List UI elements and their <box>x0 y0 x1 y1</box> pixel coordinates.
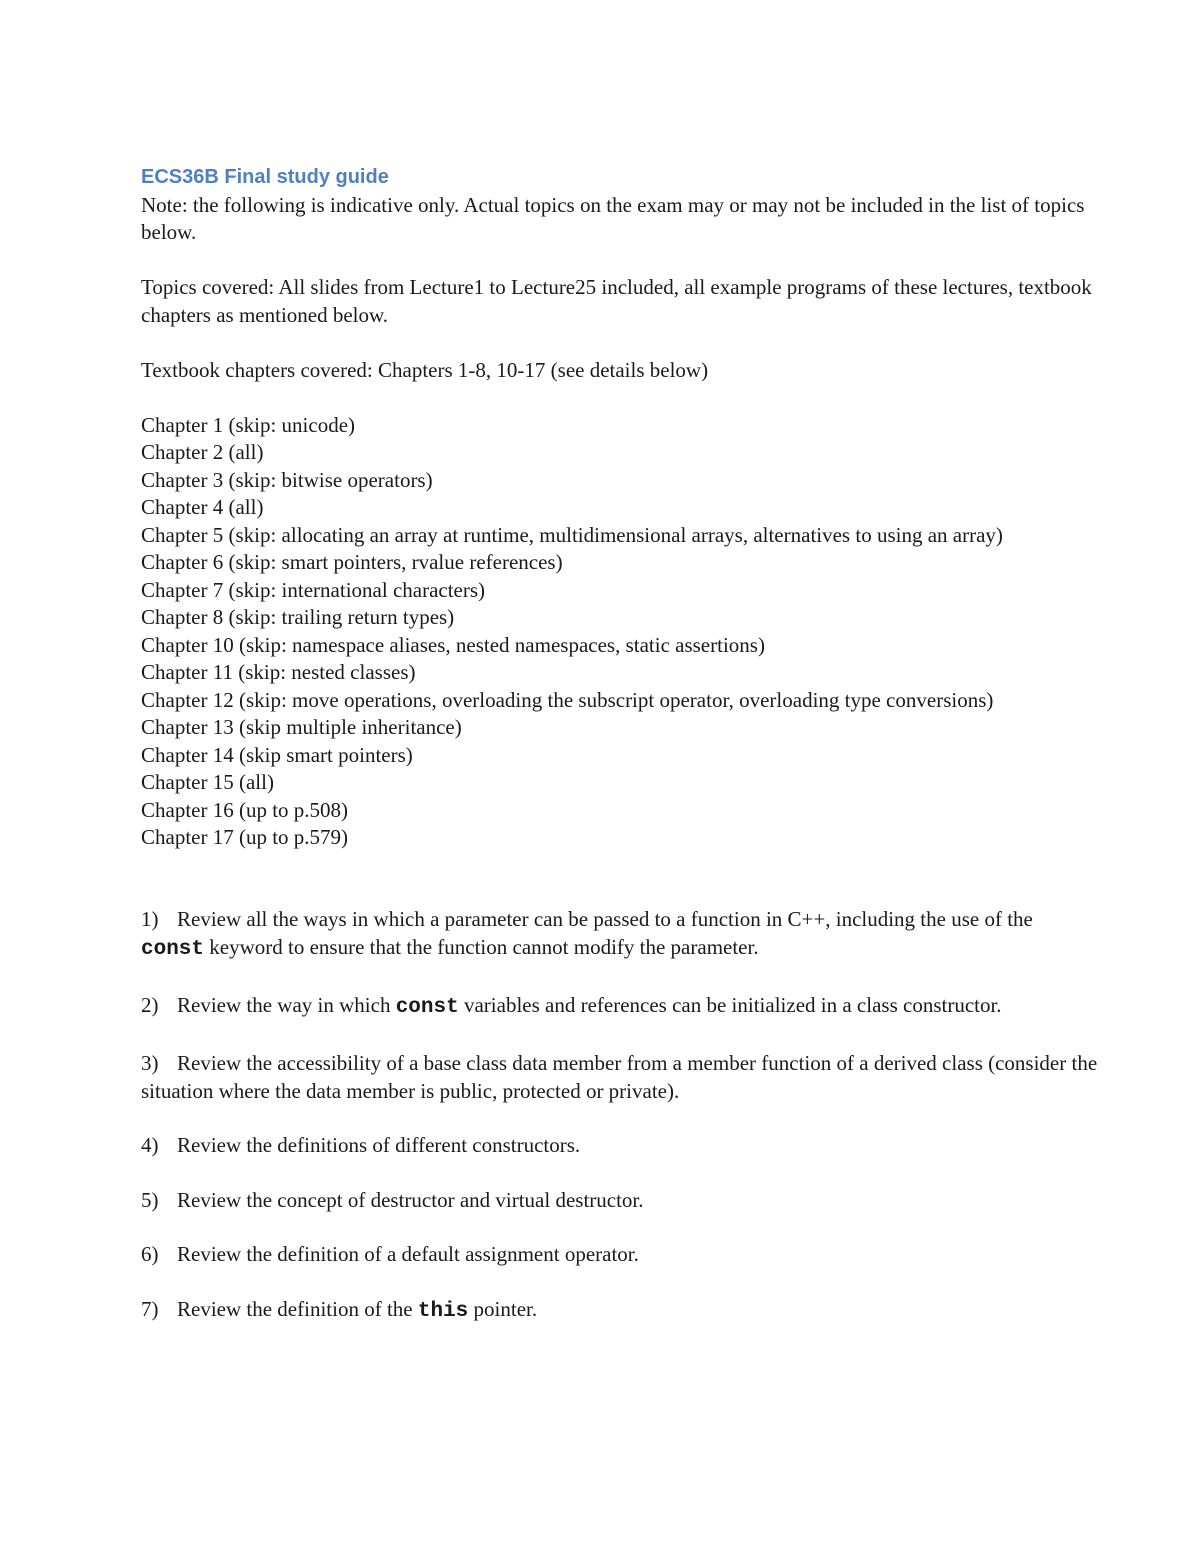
spacer <box>141 329 1101 357</box>
question-number: 2) <box>141 993 159 1017</box>
question-item <box>141 1187 1101 1215</box>
question-text: Review the accessibility of a base class data member from a member function of a derived class (consider the situation where the data member is public, protected or private). <box>141 1051 1098 1103</box>
spacer <box>141 247 1101 275</box>
code-keyword: const <box>395 996 459 1019</box>
document-title: ECS36B Final study guide <box>141 166 389 188</box>
textbook-paragraph: Textbook chapters covered: Chapters 1-8, 10-17 (see details below) <box>141 357 709 382</box>
chapter-item: Chapter 8 (skip: trailing return types) <box>141 605 455 629</box>
topics-paragraph: Topics covered: All slides from Lecture1 to Lecture25 included, all example programs of these lectures, textbook chapters as mentioned below. <box>141 275 1092 327</box>
question-item <box>141 1132 1101 1160</box>
question-item <box>141 906 1101 963</box>
question-text: Review the definition of the <box>177 1296 418 1321</box>
question-text: keyword to ensure that the function cannot modify the parameter. <box>204 934 759 959</box>
question-item <box>141 1050 1101 1105</box>
chapter-item: Chapter 15 (all) <box>141 770 274 794</box>
chapter-item: Chapter 14 (skip smart pointers) <box>141 742 413 767</box>
spacer <box>141 852 1101 880</box>
chapter-item: Chapter 10 (skip: namespace aliases, nested namespaces, static assertions) <box>141 632 765 657</box>
chapter-item: Chapter 16 (up to p.508) <box>141 797 349 822</box>
question-number: 3) <box>141 1051 159 1075</box>
chapter-list <box>141 412 1101 852</box>
question-text: pointer. <box>468 1296 538 1321</box>
question-number: 5) <box>141 1187 159 1212</box>
question-text: Review the definitions of different constructors. <box>177 1133 581 1157</box>
chapter-item: Chapter 5 (skip: allocating an array at runtime, multidimensional arrays, alternatives to using an array) <box>141 522 1003 547</box>
question-number: 7) <box>141 1296 159 1321</box>
question-number: 1) <box>141 907 159 931</box>
question-item <box>141 1241 1101 1269</box>
question-list <box>141 906 1101 1325</box>
code-keyword: const <box>141 937 205 961</box>
question-number: 4) <box>141 1133 159 1157</box>
question-item <box>141 1296 1101 1326</box>
note-paragraph: Note: the following is indicative only. Actual topics on the exam may or may not be included in the list of topics below. <box>141 192 1085 244</box>
chapter-item: Chapter 17 (up to p.579) <box>141 825 349 849</box>
question-number: 6) <box>141 1242 159 1266</box>
chapter-item: Chapter 2 (all) <box>141 440 264 464</box>
chapter-item: Chapter 7 (skip: international characters) <box>141 577 486 602</box>
chapter-item: Chapter 6 (skip: smart pointers, rvalue references) <box>141 550 563 574</box>
chapter-item: Chapter 11 (skip: nested classes) <box>141 660 416 684</box>
question-item <box>141 990 1101 1023</box>
chapter-item: Chapter 3 (skip: bitwise operators) <box>141 467 433 492</box>
document-page <box>141 160 1101 1352</box>
question-text: variables and references can be initialized in a class constructor. <box>458 993 1002 1017</box>
chapter-item: Chapter 13 (skip multiple inheritance) <box>141 715 462 739</box>
question-text: Review the way in which <box>177 993 396 1017</box>
question-text: Review the concept of destructor and virtual destructor. <box>177 1187 644 1212</box>
spacer <box>141 384 1101 412</box>
chapter-item: Chapter 4 (all) <box>141 495 264 519</box>
chapter-item: Chapter 1 (skip: unicode) <box>141 412 356 437</box>
code-keyword: this <box>417 1299 469 1323</box>
question-text: Review the definition of a default assignment operator. <box>177 1242 639 1266</box>
chapter-item: Chapter 12 (skip: move operations, overloading the subscript operator, overloading type conversions) <box>141 687 994 712</box>
question-text: Review all the ways in which a parameter can be passed to a function in C++, including the use of the <box>177 907 1033 931</box>
